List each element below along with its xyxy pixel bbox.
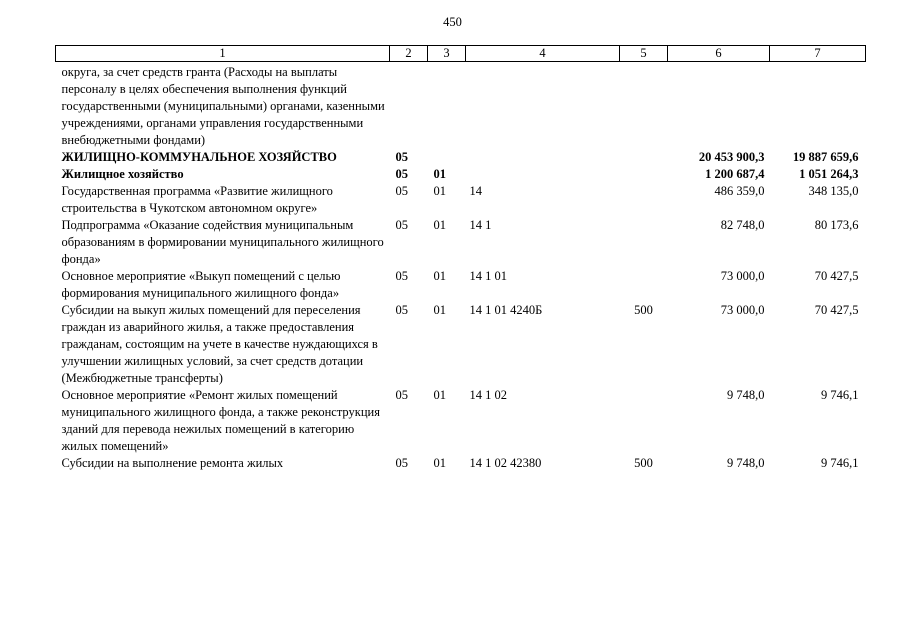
row-target-code-cell: 14 xyxy=(469,184,482,198)
row-name-cell: Подпрограмма «Оказание содействия муниципальным образованиям в формировании муниципального жилищного фонда» xyxy=(61,218,384,266)
row-target-code-cell: 14 1 01 xyxy=(469,269,507,283)
row-amount-2-cell xyxy=(770,62,866,150)
budget-table xyxy=(55,45,866,472)
row-amount-1-cell: 486 359,0 xyxy=(714,184,765,198)
row-name-cell: Жилищное хозяйство xyxy=(61,167,184,181)
column-header-1: 1 xyxy=(56,46,390,62)
row-target-code-cell xyxy=(466,166,620,183)
row-subsection-cell: 01 xyxy=(433,184,446,198)
row-amount-1-cell: 1 200 687,4 xyxy=(705,167,765,181)
row-target-code-cell: 14 1 xyxy=(469,218,492,232)
header-row xyxy=(56,46,866,62)
row-subsection-cell xyxy=(428,62,466,150)
row-amount-1-cell: 9 748,0 xyxy=(727,456,765,470)
table-row xyxy=(56,183,866,217)
row-amount-2-cell: 70 427,5 xyxy=(814,269,859,283)
row-name-cell: Основное мероприятие «Ремонт жилых помещений муниципального жилищного фонда, а также реконструкция зданий для перевода нежилых помещений в категорию жилых помещений» xyxy=(61,388,380,453)
row-amount-2-cell: 19 887 659,6 xyxy=(792,150,859,164)
row-amount-2-cell: 9 746,1 xyxy=(821,456,859,470)
row-amount-1-cell: 9 748,0 xyxy=(727,388,765,402)
row-amount-2-cell: 1 051 264,3 xyxy=(799,167,859,181)
table-row xyxy=(56,62,866,150)
row-subsection-cell: 01 xyxy=(433,269,446,283)
row-name-cell: ЖИЛИЩНО-КОММУНАЛЬНОЕ ХОЗЯЙСТВО xyxy=(61,150,337,164)
row-target-code-cell: 14 1 02 xyxy=(469,388,507,402)
row-expense-type-cell xyxy=(620,62,668,150)
page-number: 450 xyxy=(443,15,462,29)
row-expense-type-cell xyxy=(620,387,668,455)
table-row xyxy=(56,387,866,455)
row-subsection-cell: 01 xyxy=(433,388,446,402)
row-amount-1-cell: 73 000,0 xyxy=(720,269,765,283)
row-section-cell: 05 xyxy=(395,388,408,402)
row-name-cell: Субсидии на выполнение ремонта жилых xyxy=(61,456,284,470)
column-header-3: 3 xyxy=(428,46,466,62)
row-expense-type-cell xyxy=(620,166,668,183)
row-section-cell: 05 xyxy=(395,303,408,317)
row-section-cell: 05 xyxy=(395,269,408,283)
row-amount-2-cell: 348 135,0 xyxy=(808,184,859,198)
row-expense-type-cell xyxy=(620,183,668,217)
row-name-cell: Основное мероприятие «Выкуп помещений с целью формирования муниципального жилищного фонда» xyxy=(61,269,341,300)
row-name-cell: Субсидии на выкуп жилых помещений для переселения граждан из аварийного жилья, а также предоставления гражданам, состоящим на учете в качестве нуждающихся в улучшении жилищных условий, за счет средств дотации (Межбюджетные трансферты) xyxy=(61,303,378,385)
row-expense-type-cell xyxy=(620,149,668,166)
row-amount-1-cell: 73 000,0 xyxy=(720,303,765,317)
row-target-code-cell: 14 1 02 42380 xyxy=(469,456,542,470)
column-header-6: 6 xyxy=(668,46,770,62)
row-amount-2-cell: 9 746,1 xyxy=(821,388,859,402)
row-amount-1-cell: 20 453 900,3 xyxy=(698,150,765,164)
row-target-code-cell xyxy=(466,62,620,150)
row-subsection-cell: 01 xyxy=(433,303,446,317)
table-row xyxy=(56,268,866,302)
row-subsection-cell: 01 xyxy=(433,456,446,470)
table-body xyxy=(56,62,866,473)
row-section-cell xyxy=(390,62,428,150)
row-expense-type-cell xyxy=(620,217,668,268)
row-expense-type-cell: 500 xyxy=(634,303,653,317)
row-target-code-cell xyxy=(466,149,620,166)
row-amount-1-cell: 82 748,0 xyxy=(720,218,765,232)
row-expense-type-cell xyxy=(620,268,668,302)
row-name-cell: Государственная программа «Развитие жилищного строительства в Чукотском автономном округе» xyxy=(61,184,333,215)
column-header-4: 4 xyxy=(466,46,620,62)
table-row xyxy=(56,455,866,472)
row-subsection-cell xyxy=(428,149,466,166)
row-target-code-cell: 14 1 01 4240Б xyxy=(469,303,543,317)
row-section-cell: 05 xyxy=(395,218,408,232)
row-section-cell: 05 xyxy=(395,184,408,198)
column-header-2: 2 xyxy=(390,46,428,62)
row-expense-type-cell: 500 xyxy=(634,456,653,470)
row-subsection-cell: 01 xyxy=(433,167,446,181)
row-amount-1-cell xyxy=(668,62,770,150)
row-amount-2-cell: 70 427,5 xyxy=(814,303,859,317)
row-section-cell: 05 xyxy=(395,456,408,470)
table-row xyxy=(56,149,866,166)
row-section-cell: 05 xyxy=(395,150,408,164)
column-header-7: 7 xyxy=(770,46,866,62)
row-subsection-cell: 01 xyxy=(433,218,446,232)
row-section-cell: 05 xyxy=(395,167,408,181)
row-amount-2-cell: 80 173,6 xyxy=(814,218,859,232)
row-name-cell: округа, за счет средств гранта (Расходы на выплаты персоналу в целях обеспечения выполнения функций государственными (муниципальными) органами, казенными учреждениями, органами управления государственными внебюджетными фондами) xyxy=(61,65,385,147)
table-row xyxy=(56,166,866,183)
table-row xyxy=(56,217,866,268)
table-row xyxy=(56,302,866,387)
table-header xyxy=(56,46,866,62)
column-header-5: 5 xyxy=(620,46,668,62)
